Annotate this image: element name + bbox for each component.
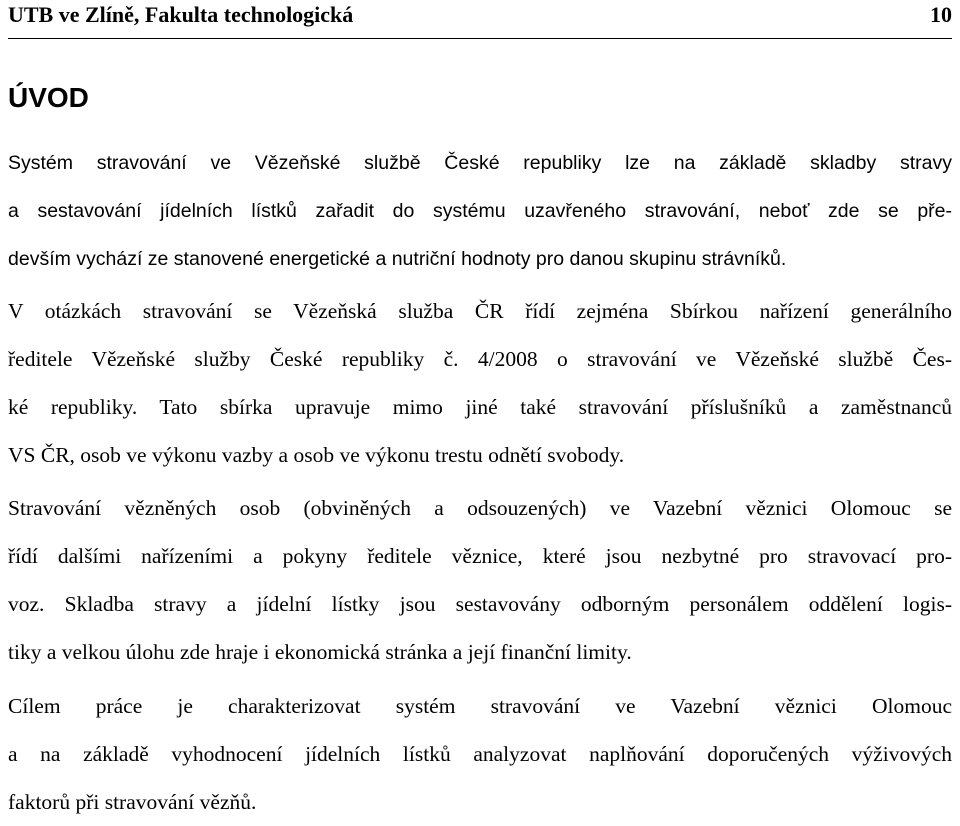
paragraph-line: ké republiky. Tato sbírka upravuje mimo jiné také stravování příslušníků a zaměstnanců: [8, 395, 952, 419]
paragraph-line: ředitele Vězeňské služby České republiky č. 4/2008 o stravování ve Vězeňské službě Čes-: [8, 347, 952, 371]
paragraph-line: a na základě vyhodnocení jídelních lístků analyzovat naplňování doporučených výživových: [8, 742, 952, 766]
paragraph-1: [8, 139, 952, 283]
paragraph-2: [8, 287, 952, 479]
page-number: 10: [930, 2, 952, 27]
paragraph-line: voz. Skladba stravy a jídelní lístky jsou sestavovány odborným personálem oddělení logis-: [8, 592, 952, 616]
paragraph-line: Systém stravování ve Vězeňské službě České republiky lze na základě skladby stravy: [8, 152, 952, 174]
paragraph-4: [8, 682, 952, 826]
paragraph-line: faktorů při stravování vězňů.: [8, 790, 257, 814]
paragraph-line: Cílem práce je charakterizovat systém stravování ve Vazební věznici Olomouc: [8, 694, 952, 718]
header-title: UTB ve Zlíně, Fakultа technologická: [8, 2, 354, 27]
document-page: [8, 0, 952, 814]
paragraph-3: [8, 484, 952, 676]
paragraph-line: řídí dalšími nařízeními a pokyny ředitele věznice, které jsou nezbytné pro stravovací pro-: [8, 544, 952, 568]
running-header: [8, 2, 952, 32]
paragraph-line: V otázkách stravování se Vězeňská služba ČR řídí zejména Sbírkou nařízení generálního: [8, 299, 952, 323]
header-rule: [8, 38, 952, 39]
chapter-title: ÚVOD: [8, 82, 89, 113]
paragraph-line: VS ČR, osob ve výkonu vazby a osob ve výkonu trestu odnětí svobody.: [8, 443, 625, 467]
paragraph-line: tiky a velkou úlohu zde hraje i ekonomická stránka a její finanční limity.: [8, 640, 632, 664]
paragraph-line: devším vychází ze stanovené energetické a nutriční hodnoty pro danou skupinu strávníků.: [8, 248, 787, 270]
paragraph-line: a sestavování jídelních lístků zařadit do systému uzavřeného stravování, neboť zde se pře-: [8, 200, 952, 222]
paragraph-line: Stravování vězněných osob (obviněných a odsouzených) ve Vazební věznici Olomouc se: [8, 496, 952, 520]
